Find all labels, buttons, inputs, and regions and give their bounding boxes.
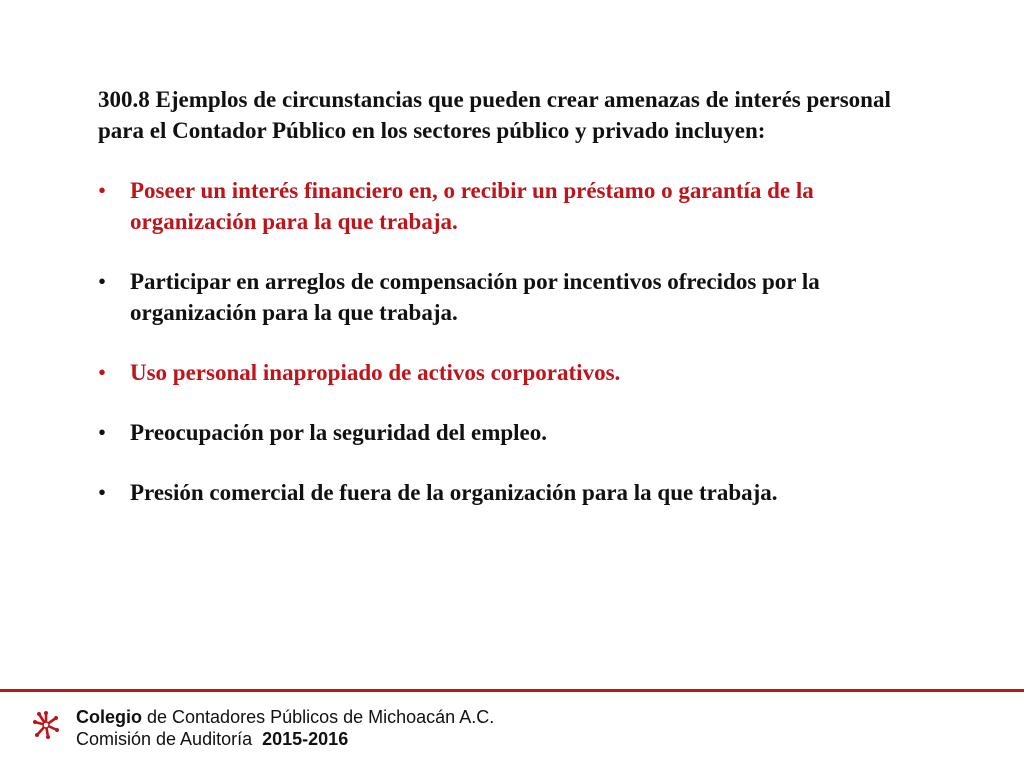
bullet-text: Uso personal inapropiado de activos corporativos. (130, 360, 621, 385)
bullet-marker: • (98, 480, 107, 505)
bullet-marker: • (98, 178, 107, 203)
bullet-marker: • (98, 360, 107, 385)
bullet-item-compensation (98, 266, 898, 328)
ccpm-logo-icon (32, 710, 60, 740)
bullet-list (98, 175, 898, 508)
bullet-item-commercial-pressure (98, 477, 898, 508)
bullet-item-asset-use (98, 357, 898, 388)
bullet-text: Presión comercial de fuera de la organización para la que trabaja. (130, 480, 778, 505)
footer-organization (76, 706, 494, 728)
footer-commission-line (76, 728, 494, 750)
footer-years: 2015-2016 (262, 729, 349, 749)
bullet-item-financial-interest (98, 175, 898, 237)
bullet-marker: • (98, 420, 107, 445)
footer-org-rest: de Contadores Públicos de Michoacán A.C. (142, 707, 495, 727)
bullet-text: Participar en arreglos de compensación por incentivos ofrecidos por la organización para la que trabaja. (130, 269, 820, 325)
bullet-marker: • (98, 269, 107, 294)
footer-divider (0, 689, 1024, 692)
footer-org-strong: Colegio (76, 707, 142, 727)
footer-text (76, 706, 494, 750)
bullet-text: Preocupación por la seguridad del empleo. (130, 420, 547, 445)
bullet-text: Poseer un interés financiero en, o recibir un préstamo o garantía de la organización para la que trabaja. (130, 178, 814, 234)
bullet-item-job-security (98, 417, 898, 448)
intro-paragraph: 300.8 Ejemplos de circunstancias que pueden crear amenazas de interés personal para el Contador Público en los sectores público y privado incluyen: (98, 87, 891, 143)
slide-content (98, 84, 898, 537)
footer-commission: Comisión de Auditoría (76, 729, 253, 749)
